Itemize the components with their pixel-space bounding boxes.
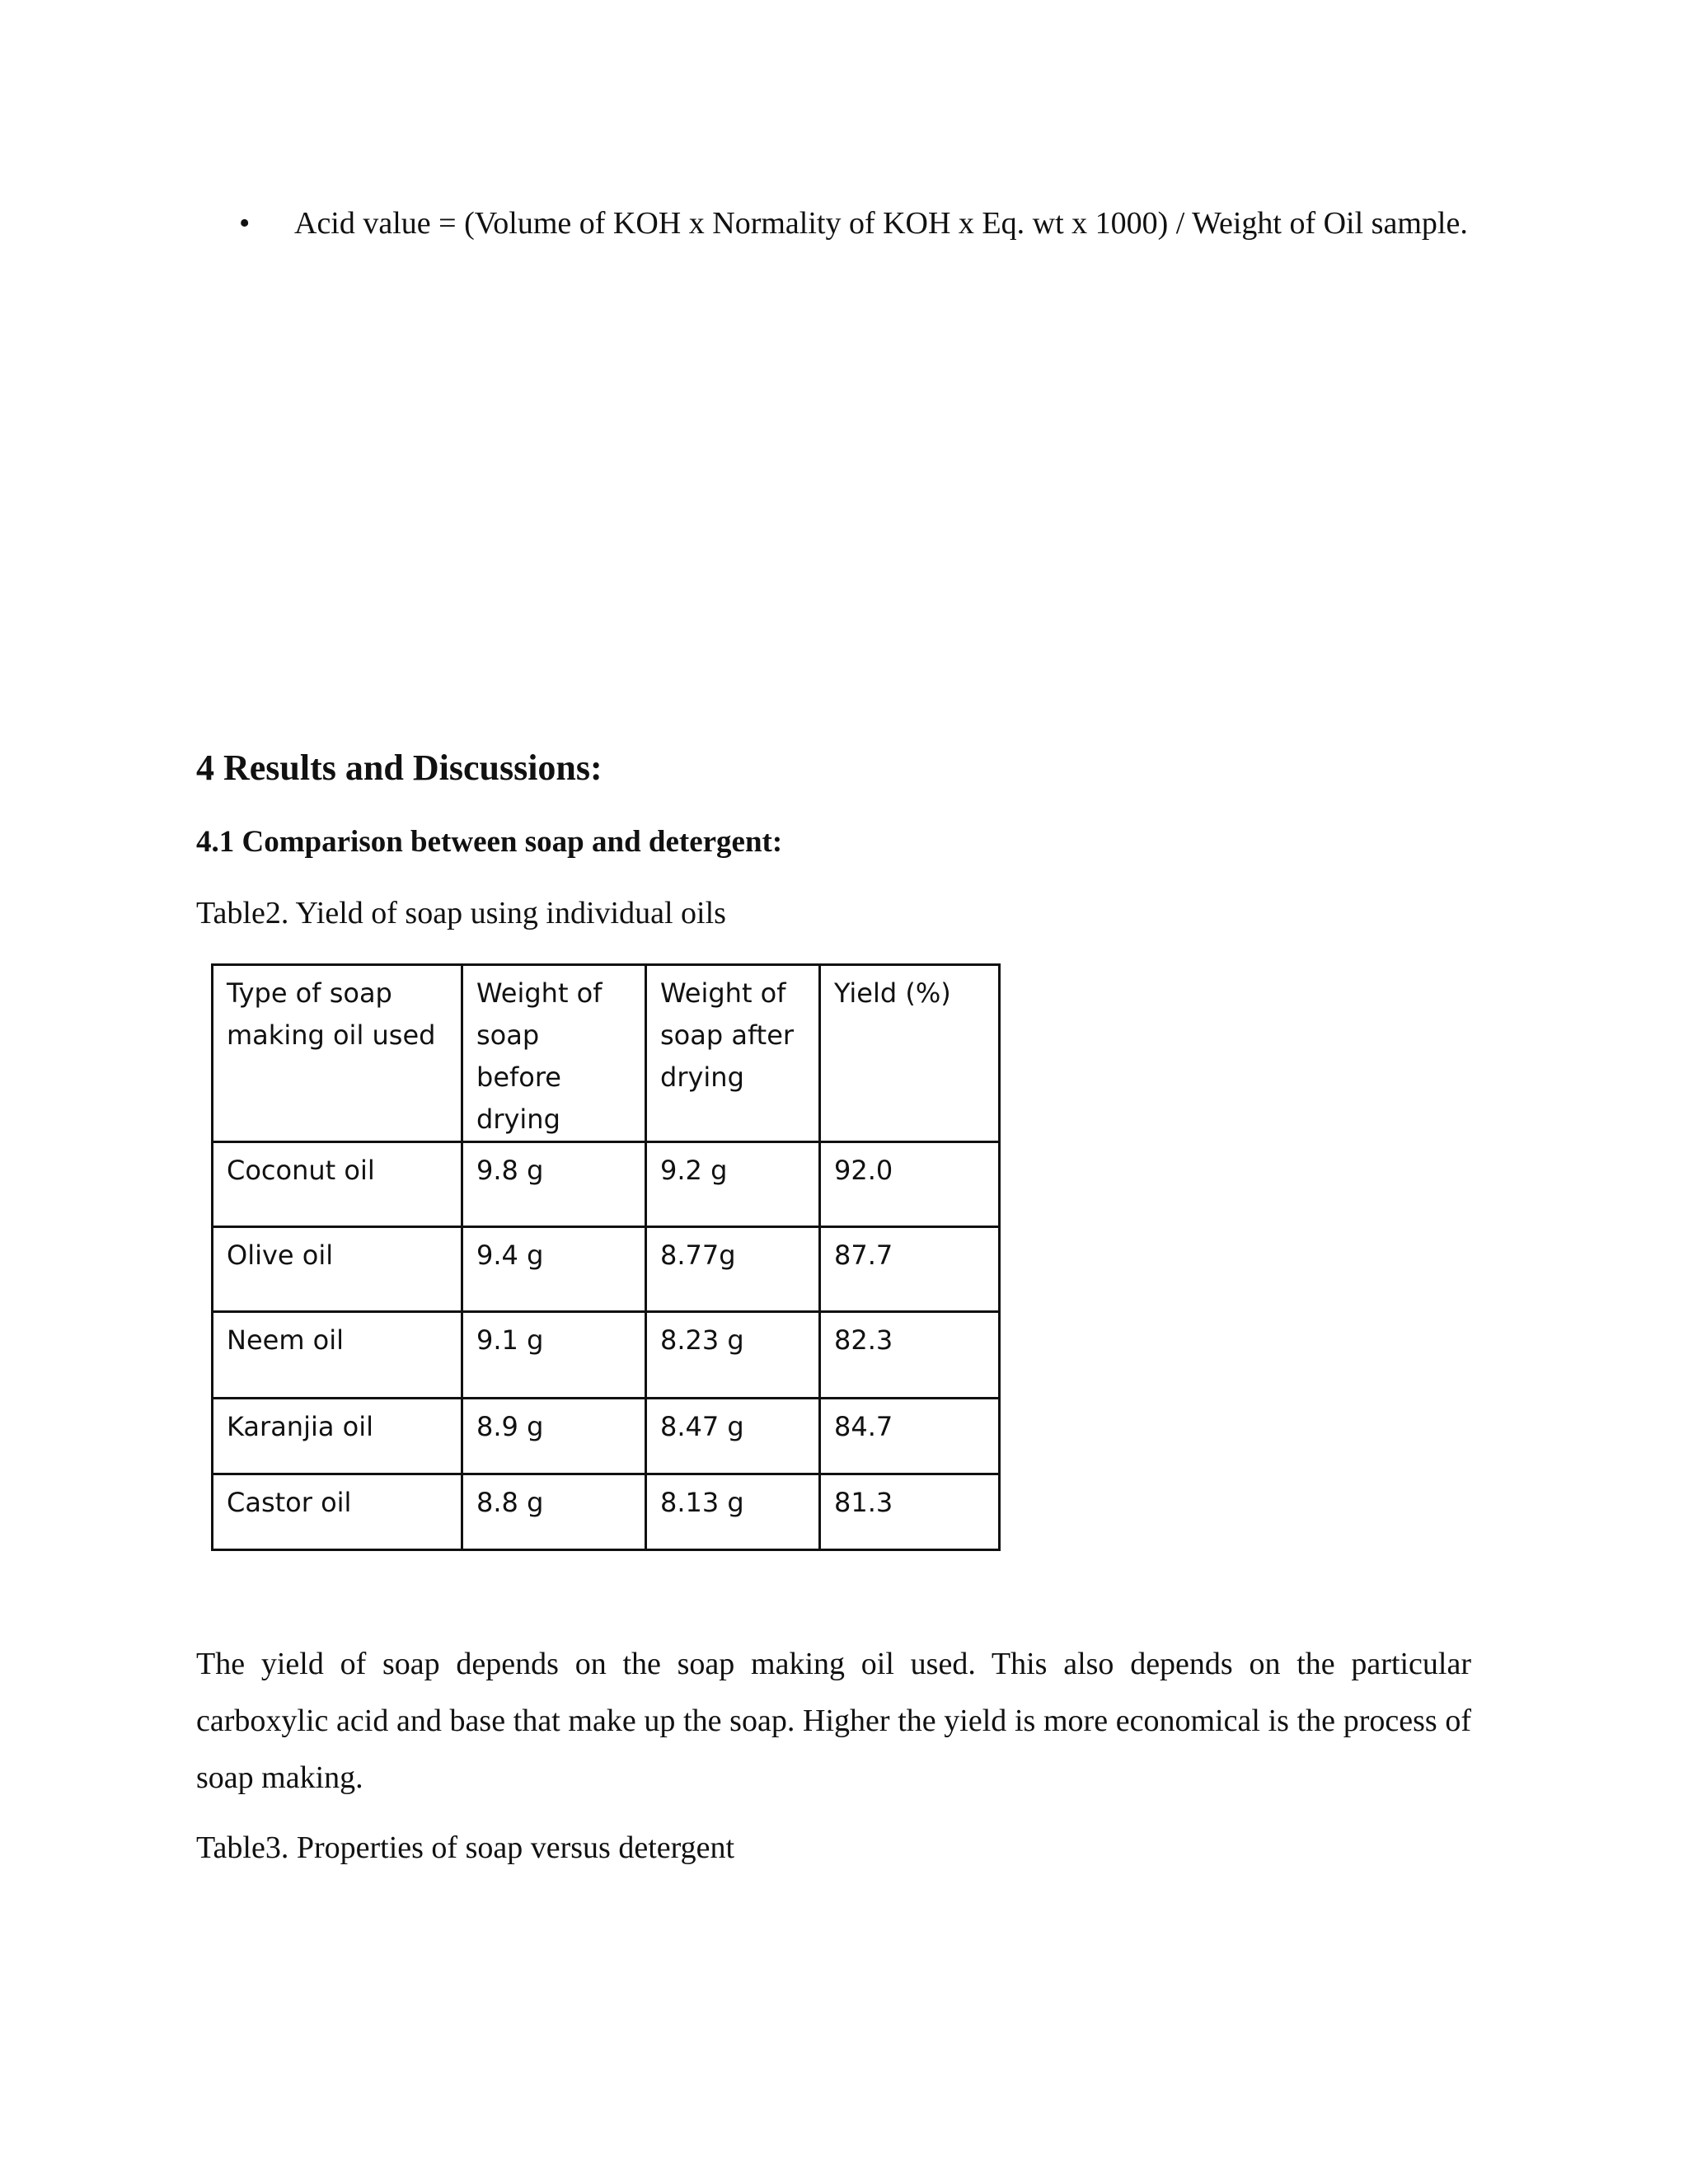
table-cell: 8.23 g — [646, 1312, 820, 1399]
table-cell: Neem oil — [213, 1312, 462, 1399]
table-row — [213, 1227, 1000, 1312]
table3-caption: Table3. Properties of soap versus detergent — [196, 1830, 735, 1865]
section-heading: 4 Results and Discussions: — [196, 748, 603, 788]
table-row — [213, 1142, 1000, 1227]
table-header-row — [213, 965, 1000, 1142]
table-cell: Olive oil — [213, 1227, 462, 1312]
table-cell: 8.9 g — [462, 1399, 646, 1474]
yield-discussion-paragraph: The yield of soap depends on the soap making oil used. This also depends on the particular carboxylic acid and base that make up the soap. Higher the yield is more economical is the process of soap making. — [196, 1647, 1471, 1795]
table-cell: 8.13 g — [646, 1474, 820, 1550]
table-cell: 8.47 g — [646, 1399, 820, 1474]
table-row — [213, 1399, 1000, 1474]
header-cell-weight-after: Weight of soap after drying — [646, 965, 820, 1142]
acid-value-formula: Acid value = (Volume of KOH x Normality of KOH x Eq. wt x 1000) / Weight of Oil sample. — [294, 206, 1468, 241]
table2-caption: Table2. Yield of soap using individual oils — [196, 896, 726, 930]
table-cell: 92.0 — [820, 1142, 1000, 1227]
table-cell: 9.4 g — [462, 1227, 646, 1312]
table-cell: 84.7 — [820, 1399, 1000, 1474]
table-cell: 81.3 — [820, 1474, 1000, 1550]
table-row — [213, 1312, 1000, 1399]
header-cell-yield: Yield (%) — [820, 965, 1000, 1142]
table-cell: 82.3 — [820, 1312, 1000, 1399]
table-cell: Castor oil — [213, 1474, 462, 1550]
bullet-marker: • — [239, 206, 251, 241]
table-cell: 87.7 — [820, 1227, 1000, 1312]
table-cell: 9.1 g — [462, 1312, 646, 1399]
subsection-heading: 4.1 Comparison between soap and detergent: — [196, 825, 783, 859]
table-cell: 8.77g — [646, 1227, 820, 1312]
table-row — [213, 1474, 1000, 1550]
table-cell: Karanjia oil — [213, 1399, 462, 1474]
yield-table — [211, 963, 1001, 1551]
header-cell-oil-type: Type of soap making oil used — [213, 965, 462, 1142]
table-cell: Coconut oil — [213, 1142, 462, 1227]
table-cell: 8.8 g — [462, 1474, 646, 1550]
table-cell: 9.8 g — [462, 1142, 646, 1227]
header-cell-weight-before: Weight of soap before drying — [462, 965, 646, 1142]
table-cell: 9.2 g — [646, 1142, 820, 1227]
